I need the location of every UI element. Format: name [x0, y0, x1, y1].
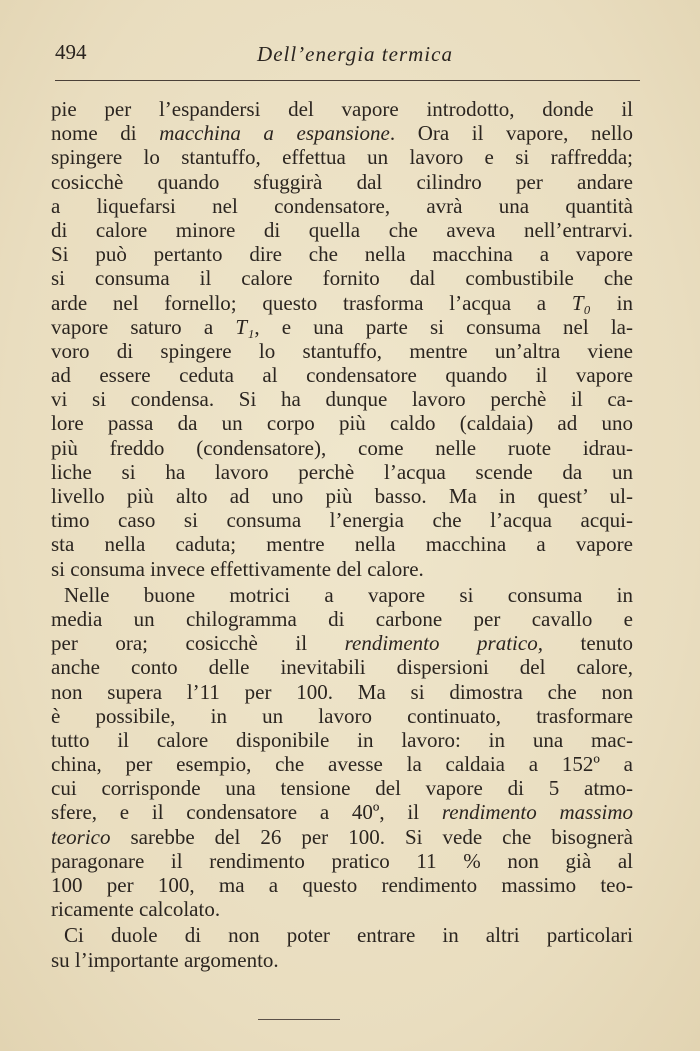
italic-text: macchina a espansione	[159, 121, 390, 146]
text-run: sarebbe del 26 per 100. Si vede che bisognerà	[110, 824, 633, 849]
text-run: voro di spingere lo stantuffo, mentre un’altra viene	[51, 338, 633, 363]
text-run: cui corrisponde una tensione del vapore di 5 atmo-	[51, 776, 633, 801]
text-run: spingere lo stantuffo, effettua un lavoro e si raffredda;	[51, 145, 633, 170]
text-run: tutto il calore disponibile in lavoro: in una mac-	[51, 727, 633, 752]
text-run: è possibile, in un lavoro continuato, trasformare	[51, 703, 633, 728]
text-run: cosicchè quando sfuggirà dal cilindro per andare	[51, 169, 633, 194]
end-rule	[258, 1019, 340, 1020]
text-line	[51, 728, 633, 752]
text-run: più freddo (condensatore), come nelle ruote idrau-	[51, 435, 633, 460]
text-line	[51, 800, 633, 824]
text-line	[51, 873, 633, 897]
text-line	[51, 631, 633, 655]
text-line	[51, 508, 633, 532]
text-line	[51, 948, 633, 972]
text-run: livello più alto ad uno più basso. Ma in quest’ ul-	[51, 484, 633, 508]
text-line	[51, 194, 633, 218]
italic-text: T₀	[571, 290, 591, 315]
text-run: nome di	[51, 121, 160, 146]
text-run: arde nel fornello; questo trasforma l’acqua a	[51, 290, 572, 315]
text-line	[51, 436, 633, 460]
text-run: in	[590, 290, 633, 315]
paragraph	[51, 583, 633, 922]
text-line	[51, 923, 633, 947]
text-run: . Ora il vapore, nello	[389, 121, 633, 146]
text-run: paragonare il rendimento pratico 11 % non già al	[51, 848, 633, 873]
text-line	[51, 242, 633, 266]
text-line	[51, 339, 633, 363]
text-run: si consuma il calore fornito dal combustibile che	[51, 266, 633, 291]
text-line	[51, 752, 633, 776]
text-run: timo caso si consuma l’energia che l’acqua acqui-	[51, 508, 633, 533]
text-run: non supera l’11 per 100. Ma si dimostra che non	[51, 679, 633, 704]
text-line	[51, 145, 633, 169]
text-line	[51, 557, 633, 581]
text-run: , e una parte si consuma nel la-	[254, 314, 633, 339]
text-line	[51, 897, 633, 921]
italic-text: teorico	[51, 824, 111, 849]
text-line	[51, 363, 633, 387]
body-text	[51, 97, 633, 972]
text-line	[51, 170, 633, 194]
italic-text: rendimento massimo	[441, 800, 633, 825]
text-run: lore passa da un corpo più caldo (caldaia) ad uno	[51, 411, 633, 436]
text-run: vi si condensa. Si ha dunque lavoro perchè il ca-	[51, 387, 633, 412]
text-run: vapore saturo a	[51, 314, 236, 339]
text-line	[51, 97, 633, 121]
text-line	[51, 266, 633, 290]
text-line	[51, 655, 633, 679]
text-run: pie per l’espandersi del vapore introdotto, donde il	[51, 97, 633, 121]
text-run: liche si ha lavoro perchè l’acqua scende da un	[51, 459, 633, 484]
text-run: anche conto delle inevitabili dispersioni del calore,	[51, 655, 633, 680]
text-run: per ora; cosicchè il	[51, 631, 345, 656]
text-run: ricamente calcolato.	[51, 897, 221, 922]
text-run: tenuto	[542, 631, 634, 656]
text-run: si consuma invece effettivamente del calore.	[51, 556, 424, 581]
text-run: a liquefarsi nel condensatore, avrà una quantità	[51, 193, 633, 218]
text-line	[51, 315, 633, 339]
text-line	[51, 411, 633, 435]
text-line	[51, 825, 633, 849]
text-line	[51, 849, 633, 873]
text-line	[51, 484, 633, 508]
text-run: su l’importante argomento.	[51, 947, 279, 972]
text-line	[51, 218, 633, 242]
text-line	[51, 776, 633, 800]
paragraph	[51, 923, 633, 971]
text-line	[51, 532, 633, 556]
text-run: Si può pertanto dire che nella macchina a vapore	[51, 242, 633, 267]
text-run: ad essere ceduta al condensatore quando il vapore	[51, 363, 633, 388]
text-run: Ci duole di non poter entrare in altri particolari	[64, 923, 633, 948]
text-line	[51, 607, 633, 631]
text-run: di calore minore di quella che aveva nell’entrarvi.	[51, 217, 633, 242]
text-run: media un chilogramma di carbone per cavallo e	[51, 606, 633, 631]
italic-text: rendimento pratico,	[344, 631, 543, 656]
text-line	[51, 291, 633, 315]
paragraph	[51, 97, 633, 581]
text-line	[51, 680, 633, 704]
text-line	[51, 121, 633, 145]
italic-text: T₁	[235, 314, 255, 339]
text-run: china, per esempio, che avesse la caldaia a 152º a	[51, 752, 633, 777]
text-line	[51, 583, 633, 607]
text-line	[51, 460, 633, 484]
text-run: 100 per 100, ma a questo rendimento massimo teo-	[51, 873, 633, 897]
page-number: 494	[55, 40, 87, 64]
text-line	[51, 704, 633, 728]
running-title: Dell’energia termica	[257, 42, 453, 66]
text-line	[51, 387, 633, 411]
text-run: sta nella caduta; mentre nella macchina a vapore	[51, 532, 633, 557]
text-run: Nelle buone motrici a vapore si consuma in	[64, 582, 633, 607]
header-rule	[55, 80, 640, 81]
text-run: sfere, e il condensatore a 40º, il	[51, 800, 442, 825]
